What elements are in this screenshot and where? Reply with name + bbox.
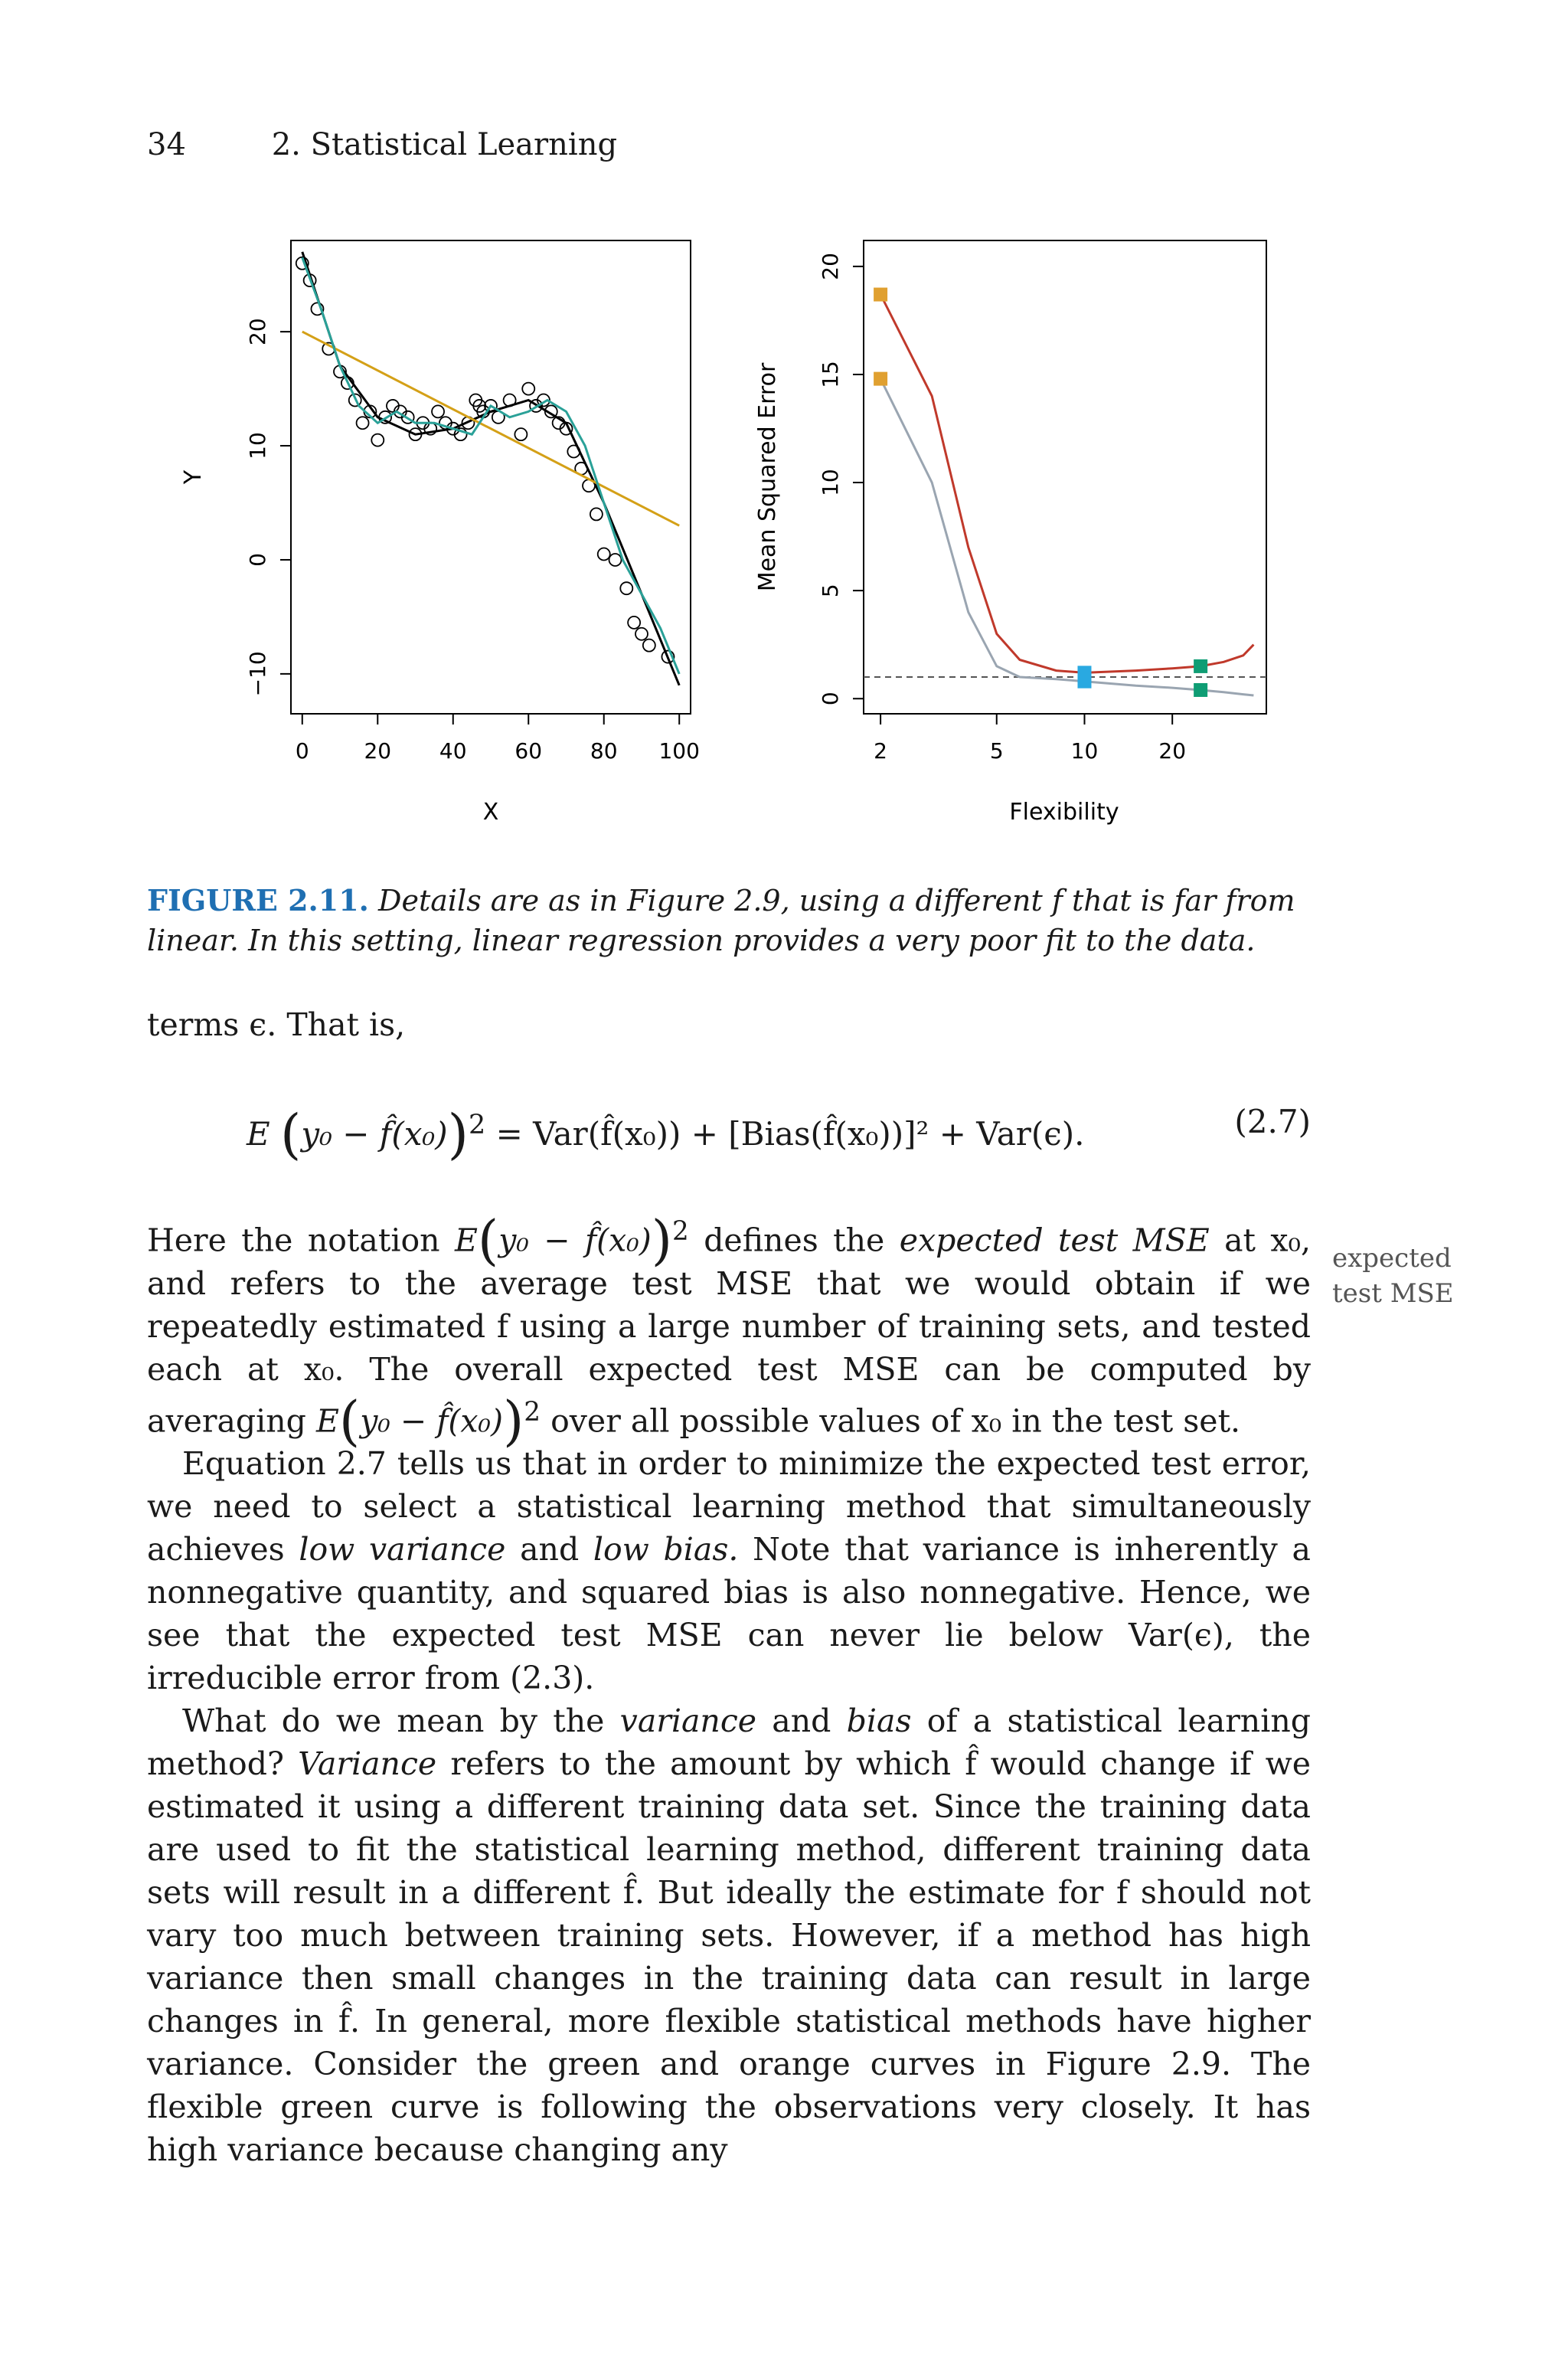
left-xlabel: X bbox=[482, 799, 499, 826]
equation-body: E (y₀ − f̂(x₀))$^2$ = Var(f̂(x₀)) + [Bias(f̂(x₀))]² + Var(ϵ). bbox=[247, 1103, 1085, 1166]
mse-marker bbox=[1194, 683, 1207, 697]
term-expected-test-mse: expected test MSE bbox=[899, 1222, 1210, 1259]
left-x-tick-label: 0 bbox=[295, 738, 309, 764]
eq-expectation: E bbox=[247, 1115, 270, 1153]
data-point bbox=[590, 508, 603, 520]
eq-inner: y₀ − f̂(x₀) bbox=[301, 1115, 448, 1153]
right-y-tick-label: 5 bbox=[818, 584, 843, 598]
fit-curve bbox=[302, 257, 679, 674]
left-ylabel: Y bbox=[180, 469, 207, 485]
mse-marker bbox=[1194, 659, 1207, 673]
data-point bbox=[635, 628, 648, 640]
left-y-tick-label: 20 bbox=[245, 318, 270, 345]
data-point bbox=[357, 417, 369, 429]
data-point bbox=[522, 383, 534, 395]
mse-marker bbox=[874, 372, 887, 386]
mse-marker bbox=[874, 288, 887, 302]
left-y-tick-label: −10 bbox=[245, 651, 270, 697]
data-point bbox=[432, 405, 444, 417]
margin-note: expected test MSE bbox=[1332, 1243, 1454, 1309]
right-y-tick-label: 0 bbox=[818, 692, 843, 706]
paragraph-1: Here the notation E(y₀ − f̂(x₀))$^2$ defines the expected test MSE at x₀, and refers to the average test MSE that we would obtain if we repeatedly estimated f using a large number of training sets, and tested each at x₀. The overall expected test MSE can be computed by averaging E(y₀ − f̂(x₀))$^2$ over all possible values of x₀ in the test set. bbox=[147, 1209, 1311, 1453]
equation-2-7 bbox=[147, 1088, 1311, 1166]
left-plot-frame bbox=[291, 240, 691, 714]
lead-text: terms ϵ. That is, bbox=[147, 1006, 406, 1043]
mse-marker bbox=[1077, 675, 1091, 689]
fit-curve bbox=[302, 332, 679, 525]
right-ylabel: Mean Squared Error bbox=[754, 362, 781, 592]
paragraph-2: Equation 2.7 tells us that in order to minimize the expected test error, we need to select a statistical learning method that simultaneously achieves low variance and low bias. Note that variance is inherently a nonnegative quantity, and squared bias is also nonnegative. Hence, we see that the expected test MSE can never lie below Var(ϵ), the irreducible error from (2.3). bbox=[147, 1445, 1311, 1697]
right-x-tick-label: 2 bbox=[874, 738, 888, 764]
data-point bbox=[514, 428, 527, 440]
right-x-tick-label: 10 bbox=[1070, 738, 1099, 764]
left-x-tick-label: 20 bbox=[364, 738, 392, 764]
main-text bbox=[147, 1210, 1311, 2171]
left-x-tick-label: 40 bbox=[439, 738, 467, 764]
data-point bbox=[598, 548, 610, 561]
right-mse-plot bbox=[754, 240, 1266, 826]
paragraph-3: What do we mean by the variance and bias of a statistical learning method? Variance refers to the amount by which f̂ would change if we estimated it using a different training data set. Since the training data are used to fit the statistical learning method, different training data sets will result in a different f̂. But ideally the estimate for f should not vary too much between training sets. However, if a method has high variance then small changes in the training data can result in large changes in f̂. In general, more flexible statistical methods have higher variance. Consider the green and orange curves in Figure 2.9. The flexible green curve is following the observations very closely. It has high variance because changing any bbox=[147, 1703, 1311, 2169]
figure-caption bbox=[147, 881, 1311, 960]
right-y-tick-label: 15 bbox=[818, 361, 843, 388]
figure-svg bbox=[0, 222, 1568, 858]
right-plot-frame bbox=[864, 240, 1266, 714]
caption-text: Details are as in Figure 2.9, using a different f that is far from linear. In this setting, linear regression provides a very poor fit to the data. bbox=[147, 884, 1295, 957]
data-point bbox=[628, 617, 640, 629]
right-y-tick-label: 20 bbox=[818, 253, 843, 280]
data-point bbox=[643, 639, 655, 652]
figure-2-11 bbox=[0, 222, 1568, 858]
chapter-title: 2. Statistical Learning bbox=[271, 127, 618, 162]
left-scatter-plot bbox=[180, 240, 700, 826]
left-y-tick-label: 10 bbox=[245, 432, 270, 460]
left-x-tick-label: 100 bbox=[658, 738, 700, 764]
right-x-tick-label: 20 bbox=[1158, 738, 1187, 764]
left-x-tick-label: 60 bbox=[514, 738, 543, 764]
page-number: 34 bbox=[147, 127, 186, 162]
left-y-tick-label: 0 bbox=[245, 553, 270, 567]
right-x-tick-label: 5 bbox=[989, 738, 1004, 764]
data-point bbox=[609, 554, 622, 566]
mse-curve bbox=[880, 295, 1253, 673]
right-xlabel: Flexibility bbox=[1009, 799, 1119, 826]
left-x-tick-label: 80 bbox=[590, 738, 618, 764]
fit-curve bbox=[302, 252, 679, 685]
data-point bbox=[620, 582, 632, 594]
running-header bbox=[147, 127, 617, 162]
right-y-tick-label: 10 bbox=[818, 469, 843, 496]
data-point bbox=[371, 434, 384, 446]
mse-curve bbox=[880, 379, 1253, 695]
equation-number: (2.7) bbox=[1234, 1103, 1311, 1140]
eq-rhs: = Var(f̂(x₀)) + [Bias(f̂(x₀))]² + Var(ϵ). bbox=[495, 1115, 1085, 1153]
figure-label: FIGURE 2.11. bbox=[147, 883, 369, 918]
lead-paragraph bbox=[147, 1003, 1311, 1046]
